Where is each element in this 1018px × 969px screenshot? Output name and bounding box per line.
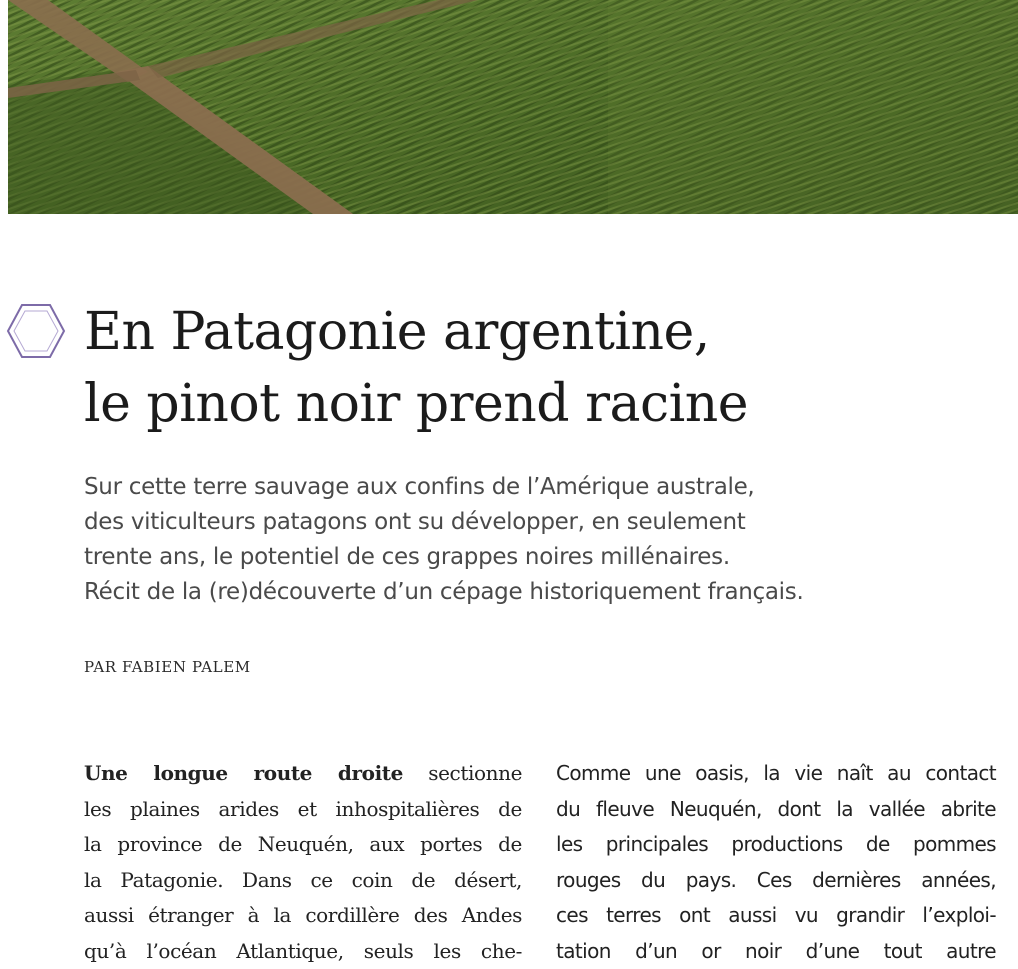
body-line <box>84 756 522 792</box>
article-subtitle <box>84 470 1004 610</box>
subtitle-line: trente ans, le potentiel de ces grappes noires millénaires. <box>84 540 1004 575</box>
body-line: rouges du pays. Ces dernières années, <box>556 863 996 899</box>
body-line: qu’à l’océan Atlantique, seuls les che- <box>84 934 522 969</box>
body-line: du fleuve Neuquén, dont la vallée abrite <box>556 792 996 828</box>
lead-in-text: Une longue route droite <box>84 761 403 785</box>
body-line: tation d’un or noir d’une tout autre <box>556 934 996 969</box>
hero-vineyard-image <box>8 0 1018 214</box>
hexagon-icon <box>6 303 66 359</box>
subtitle-line: des viticulteurs patagons ont su développer, en seulement <box>84 505 1004 540</box>
article-title <box>84 296 1004 440</box>
body-line: ces terres ont aussi vu grandir l’exploi- <box>556 898 996 934</box>
body-column-left <box>84 756 522 969</box>
body-column-right <box>556 756 996 969</box>
body-line: la province de Neuquén, aux portes de <box>84 827 522 863</box>
body-text: sectionne <box>403 761 522 785</box>
author-byline: PAR FABIEN PALEM <box>84 658 251 676</box>
body-line: les principales productions de pommes <box>556 827 996 863</box>
subtitle-line: Récit de la (re)découverte d’un cépage historiquement français. <box>84 575 1004 610</box>
body-line: les plaines arides et inhospitalières de <box>84 792 522 828</box>
title-line: le pinot noir prend racine <box>84 368 1004 440</box>
vineyard-aerial-illustration <box>8 0 1018 214</box>
body-line: aussi étranger à la cordillère des Andes <box>84 898 522 934</box>
body-line: la Patagonie. Dans ce coin de désert, <box>84 863 522 899</box>
subtitle-line: Sur cette terre sauvage aux confins de l’Amérique australe, <box>84 470 1004 505</box>
title-line: En Patagonie argentine, <box>84 296 1004 368</box>
body-line: Comme une oasis, la vie naît au contact <box>556 756 996 792</box>
